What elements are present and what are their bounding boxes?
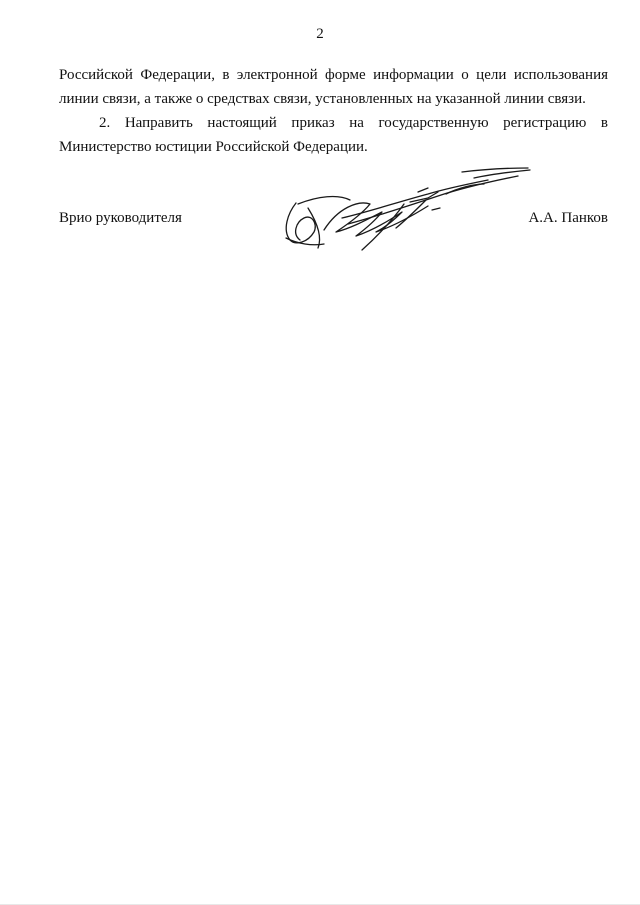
handwritten-signature — [278, 158, 538, 258]
paragraph-line-3: 2. Направить настоящий приказ на государственную регистрацию в — [99, 115, 608, 131]
signature-row — [59, 209, 608, 229]
paragraph-line-2: линии связи, а также о средствах связи, установленных на указанной линии связи. — [59, 91, 586, 107]
paragraph-line-1: Российской Федерации, в электронной форме информации о цели использования — [59, 67, 608, 83]
page-number: 2 — [316, 26, 324, 42]
signatory-name: А.А. Панков — [528, 210, 608, 226]
paragraph-line-4: Министерство юстиции Российской Федерации. — [59, 139, 368, 155]
signatory-position: Врио руководителя — [59, 210, 182, 226]
